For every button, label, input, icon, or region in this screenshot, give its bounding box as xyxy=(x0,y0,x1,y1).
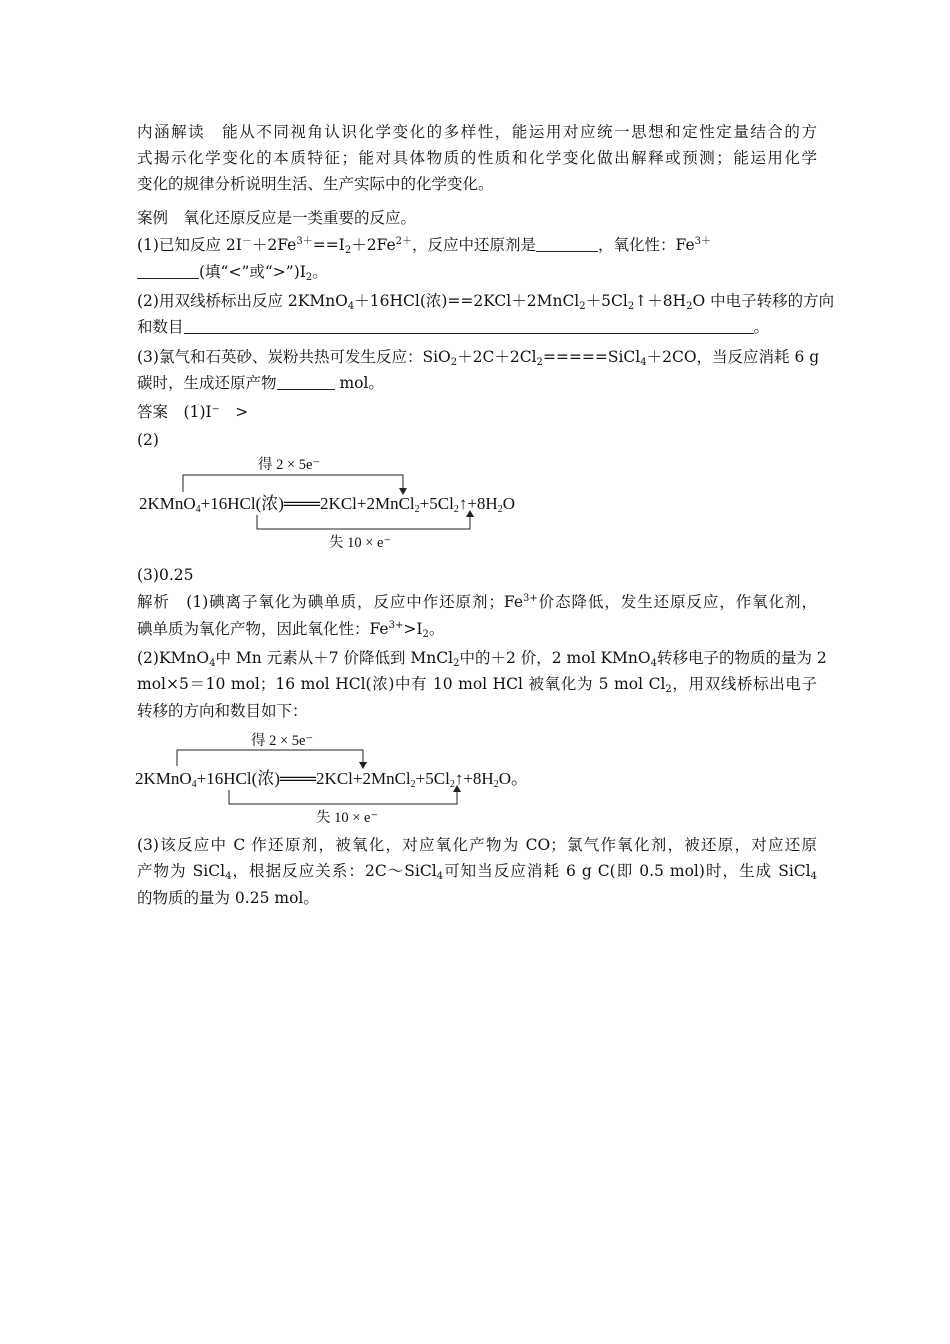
analysis-line-7: 产物为 SiCl$_4$，根据反应关系：2C～SiCl$_4$可知当反应消耗 6 g C(即 0.5 mol)时，生成 SiCl$_4$ xyxy=(137,862,817,882)
loss-label: 失 10 × e⁻ xyxy=(329,535,392,551)
electron-transfer-diagram-2 xyxy=(0,728,950,828)
loss-label: 失 10 × e⁻ xyxy=(316,810,379,826)
question-2-line-2: 和数目 。 xyxy=(137,318,770,336)
electron-transfer-diagram-1 xyxy=(0,455,950,555)
answer-part-2: (2) xyxy=(137,431,159,449)
intro-line-2: 式揭示化学变化的本质特征；能对具体物质的性质和化学变化做出解释或预测；能运用化学 xyxy=(137,149,817,167)
question-1-line-1: (1)已知反应 $2I^-+2Fe^{3+}==I_2+2Fe^{2+}$，反应中还原剂是 ，氧化性：$Fe^{3+}$ xyxy=(137,236,711,256)
question-3-line-1: (3)氯气和石英砂、炭粉共热可发生反应：$SiO_2+2C+2Cl_2=====SiCl_4+2CO$，当反应消耗 6 g xyxy=(137,348,820,368)
answer-blank[interactable] xyxy=(277,375,335,390)
analysis-line-4: mol×5＝10 mol；16 mol HCl(浓)中有 10 mol HCl 被氧化为 5 mol $Cl_2$，用双线桥标出电子 xyxy=(137,675,817,695)
reaction-equation: 2KMnO$_4$+16HCl(浓)$═══2KCl+2MnCl_2+5Cl_2↑+8H_2O$。 xyxy=(135,769,528,790)
intro-line-1: 内涵解读 能从不同视角认识化学变化的多样性，能运用对应统一思想和定性定量结合的方 xyxy=(137,123,817,141)
answer-blank[interactable] xyxy=(137,264,199,279)
gain-label: 得 2 × 5e⁻ xyxy=(251,733,314,749)
answer-line: 答案 (1)I⁻ > xyxy=(137,403,249,421)
case-line: 案例 氧化还原反应是一类重要的反应。 xyxy=(137,209,417,227)
question-1-line-2: (填“<”或“$>”)I_2$。 xyxy=(137,262,817,282)
intro-line-3: 变化的规律分析说明生活、生产实际中的化学变化。 xyxy=(137,175,494,193)
question-2-line-1: (2)用双线桥标出反应 2KMnO$_4$＋16HCl(浓)$==2KCl+2MnCl_2+5Cl_2↑+8H_2O$ 中电子转移的方向 xyxy=(137,292,835,312)
analysis-line-6: (3)该反应中 C 作还原剂，被氧化，对应氧化产物为 CO；氯气作氧化剂，被还原，对应还原 xyxy=(137,836,817,854)
analysis-line-3: (2)KMnO$_4$中 Mn 元素从＋7 价降低到 MnCl$_2$中的＋2 价，2 mol KMnO$_4$转移电子的物质的量为 2 xyxy=(137,649,827,669)
reaction-equation: 2KMnO$_4$+16HCl(浓)$═══2KCl+2MnCl_2+5Cl_2↑+8H_2O$ xyxy=(139,494,515,515)
analysis-line-8: 的物质的量为 0.25 mol。 xyxy=(137,889,319,907)
analysis-line-2: 碘单质为氧化产物，因此氧化性：$Fe^{3+}>I_2$。 xyxy=(137,620,445,640)
answer-blank[interactable] xyxy=(536,237,598,252)
analysis-line-1: 解析 (1)碘离子氧化为碘单质，反应中作还原剂；$Fe^{3+}$价态降低，发生还原反应，作氧化剂， xyxy=(137,593,817,611)
answer-blank[interactable] xyxy=(184,319,754,334)
question-3-line-2: 碳时，生成还原产物 mol。 xyxy=(137,374,384,392)
analysis-line-5: 转移的方向和数目如下： xyxy=(137,702,308,720)
answer-part-3: (3)0.25 xyxy=(137,566,194,584)
gain-label: 得 2 × 5e⁻ xyxy=(258,457,321,473)
